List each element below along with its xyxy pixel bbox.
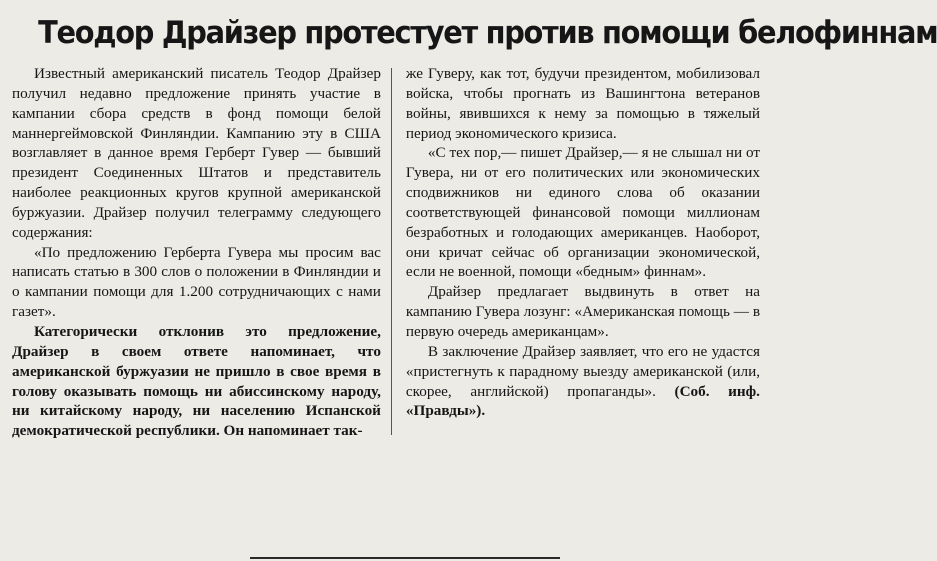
paragraph-continuation: же Гуверу, как тот, будучи президентом, мобилизовал войска, чтобы прогнать из Вашингтона ветеранов войны, явившихся к нему за помощью в тяжелый период экономического кризиса.	[405, 65, 760, 142]
paragraph-conclusion	[406, 342, 760, 421]
left-column	[12, 64, 391, 441]
paragraph-intro: Известный американский писатель Теодор Драйзер получил недавно предложение принять участие в кампании сбора средств в фонд помощи белой маннергеймовской Финляндии. Кампанию эту в США возглавляет в данное время Герберт Гувер — бывший президент Соединенных Штатов и представитель наиболее реакционных кругов крупной американской буржуазии. Драйзер получил телеграмму следующего содержания:	[12, 65, 381, 241]
bottom-rule	[250, 557, 560, 559]
right-column	[392, 64, 760, 441]
paragraph-telegram-quote: «По предложению Герберта Гувера мы просим вас написать статью в 300 слов о положении в Финляндии и о кампании помощи для 1.200 сотрудничающих с нами газет».	[12, 243, 381, 321]
source-credit: (Соб. инф. «Правды»).	[405, 382, 760, 420]
article-columns	[12, 64, 760, 441]
paragraph-refusal: Категорически отклонив это предложение, Драйзер в своем ответе напоминает, что американской буржуазии не пришло в свое время в голову оказывать помощь ни абиссинскому народу, ни китайскому народу, ни населению Испанской демократической республики. Он напоминает так-	[12, 322, 381, 440]
paragraph-slogan: Драйзер предлагает выдвинуть в ответ на кампанию Гувера лозунг: «Американская помощь — в первую очередь американцам».	[405, 283, 760, 340]
headline: Теодор Драйзер протестует против помощи белофиннам	[38, 15, 937, 51]
paragraph-dreiser-quote: «С тех пор,— пишет Драйзер,— я не слышал ни от Гувера, ни от его политических или экономических сподвижников ни единого слова об оказании соответствующей финансовой помощи миллионам безработных и голодающих американцев. Наоборот, они кричат сейчас об организации экономической, если не военной, помощи «бедным» финнам».	[405, 144, 760, 281]
conclusion-text: В заключение Драйзер заявляет, что его не удастся «пристегнуть к парадному выезду американской (или, скорее, английской) пропаганды».	[405, 342, 760, 400]
